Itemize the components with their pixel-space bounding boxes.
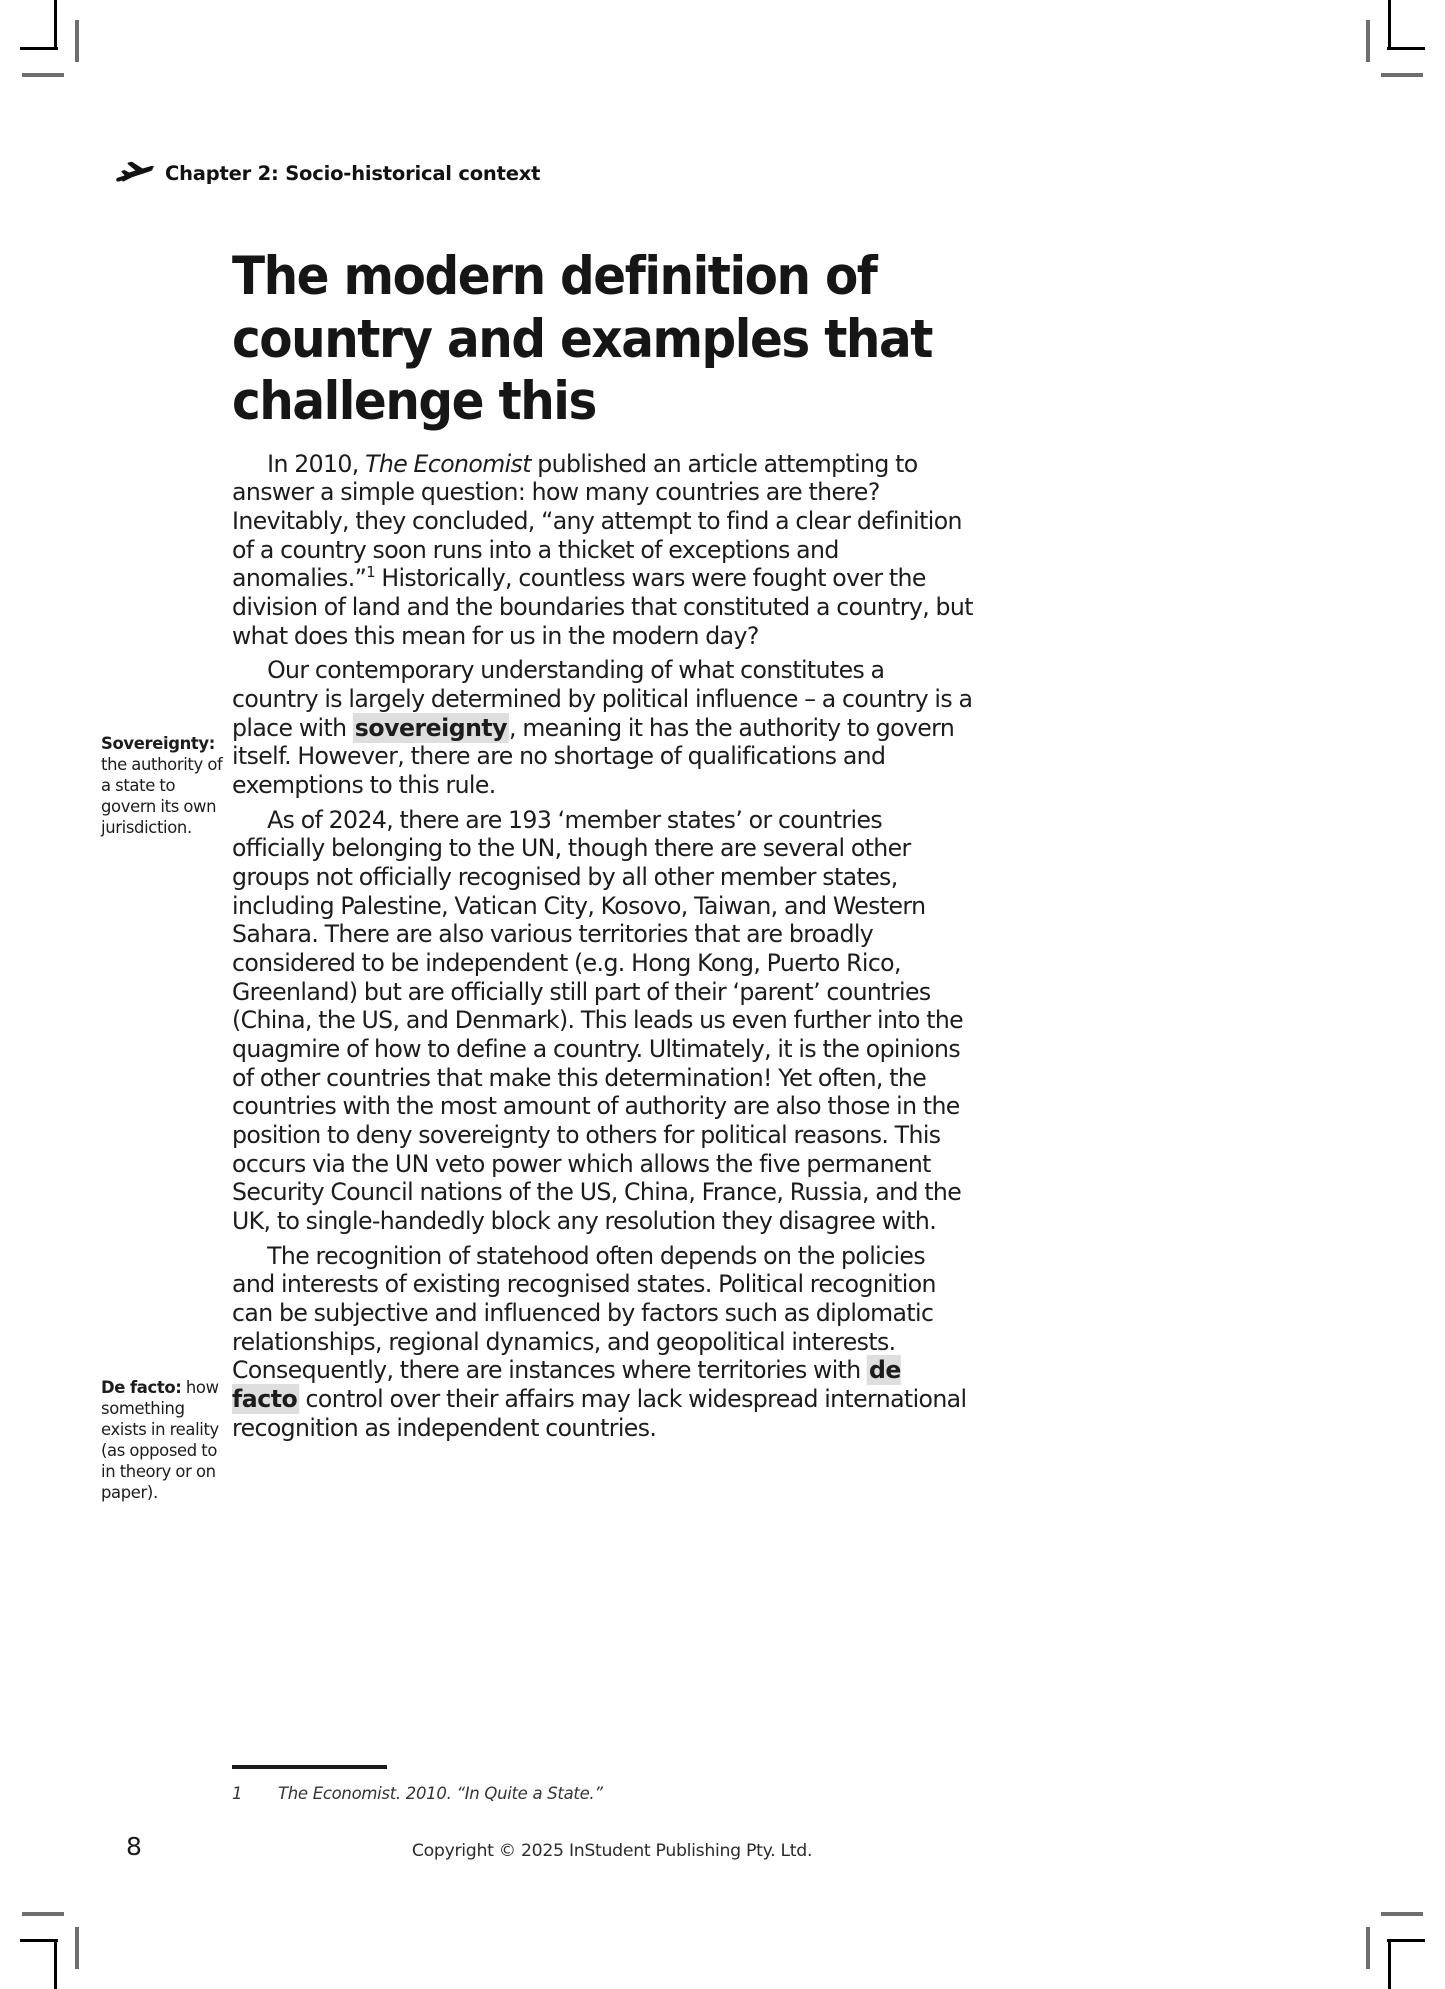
page-title: The modern definition of country and examples that challenge this — [232, 246, 932, 433]
margin-note-definition: how something exists in reality (as opposed to in theory or on paper). — [101, 1378, 219, 1503]
margin-note-term: Sovereignty: — [101, 734, 215, 753]
footnote-separator-rule — [232, 1765, 387, 1769]
footnote-area — [232, 1765, 992, 1803]
key-term-de-facto: de facto — [232, 1356, 901, 1414]
trim-mark-bottom-right-horizontal — [1381, 1912, 1423, 1916]
crop-mark-top-left-vertical — [54, 0, 57, 48]
paragraph-sovereignty — [232, 656, 973, 799]
paragraph-tail: Historically, countless wars were fought over the division of land and the boundaries that constituted a country, but what does this mean for us in the modern day? — [232, 564, 973, 650]
margin-note-definition: the authority of a state to govern its own jurisdiction. — [101, 755, 223, 838]
trim-mark-top-right-horizontal — [1381, 73, 1423, 77]
crop-mark-bottom-right-vertical — [1388, 1941, 1391, 1989]
paragraph-body: published an article attempting to answer a simple question: how many countries are there? Inevitably, they concluded, “any attempt to find a clear definition of a country soon runs into a thicket of exceptions and anomalies.” — [232, 449, 962, 593]
trim-mark-bottom-left-horizontal — [22, 1912, 64, 1916]
crop-mark-bottom-left-horizontal — [20, 1939, 58, 1942]
paragraph-intro — [232, 450, 973, 651]
margin-note-de-facto — [101, 1377, 225, 1503]
running-header-label: Chapter 2: Socio-historical context — [165, 161, 541, 185]
page-number: 8 — [126, 1832, 142, 1861]
margin-note-term: De facto: — [101, 1378, 182, 1397]
copyright-notice: Copyright © 2025 InStudent Publishing Pty. Ltd. — [411, 1841, 813, 1861]
trim-mark-bottom-right-vertical — [1366, 1927, 1370, 1969]
crop-mark-top-right-vertical — [1388, 0, 1391, 48]
paragraph-after-term: , meaning it has the authority to govern itself. However, there are no shortage of qualifications and exemptions to this rule. — [232, 713, 955, 799]
crop-mark-top-left-horizontal — [20, 47, 58, 50]
source-title: The Economist — [365, 449, 531, 478]
footnote-text: The Economist. 2010. “In Quite a State.” — [278, 1784, 603, 1803]
footnote-reference[interactable]: 1 — [366, 563, 375, 582]
crop-mark-bottom-right-horizontal — [1387, 1939, 1425, 1942]
paragraph-lead: In 2010, — [267, 449, 366, 478]
trim-mark-top-left-horizontal — [22, 73, 64, 77]
trim-mark-top-right-vertical — [1366, 20, 1370, 62]
crop-mark-bottom-left-vertical — [54, 1941, 57, 1989]
paragraph-after-term: control over their affairs may lack widespread international recognition as independent countries. — [232, 1385, 967, 1442]
paragraph-before-term: The recognition of statehood often depends on the policies and interests of existing recognised states. Political recognition can be subjective and influenced by factors such as diplomatic relationships, regional dynamics, and geopolitical interests. Consequently, there are instances where territories with — [232, 1241, 936, 1385]
trim-mark-top-left-vertical — [75, 20, 79, 62]
paragraph-un-member-states: As of 2024, there are 193 ‘member states’ or countries officially belonging to the UN, though there are several other groups not officially recognised by all other member states, including Palestine, Vatican City, Kosovo, Taiwan, and Western Sahara. There are also various territories that are broadly considered to be independent (e.g. Hong Kong, Puerto Rico, Greenland) but are officially still part of their ‘parent’ countries (China, the US, and Denmark). This leads us even further into the quagmire of how to define a country. Ultimately, it is the opinions of other countries that make this determination! Yet often, the countries with the most amount of authority are also those in the position to deny sovereignty to others for political reasons. This occurs via the UN veto power which allows the five permanent Security Council nations of the US, China, France, Russia, and the UK, to single-handedly block any resolution they disagree with. — [232, 805, 964, 1236]
trim-mark-bottom-left-vertical — [75, 1927, 79, 1969]
airplane-icon — [114, 160, 156, 186]
main-text-column — [232, 246, 992, 1448]
footnote-number: 1 — [232, 1784, 243, 1803]
crop-mark-top-right-horizontal — [1387, 47, 1425, 50]
key-term-sovereignty: sovereignty — [354, 713, 508, 742]
paragraph-before-term: Our contemporary understanding of what constitutes a country is largely determined by political influence – a country is a place with — [232, 656, 973, 742]
running-header — [114, 160, 540, 186]
footnote-entry — [232, 1784, 992, 1803]
margin-note-sovereignty — [101, 733, 225, 838]
paragraph-de-facto — [232, 1242, 973, 1443]
